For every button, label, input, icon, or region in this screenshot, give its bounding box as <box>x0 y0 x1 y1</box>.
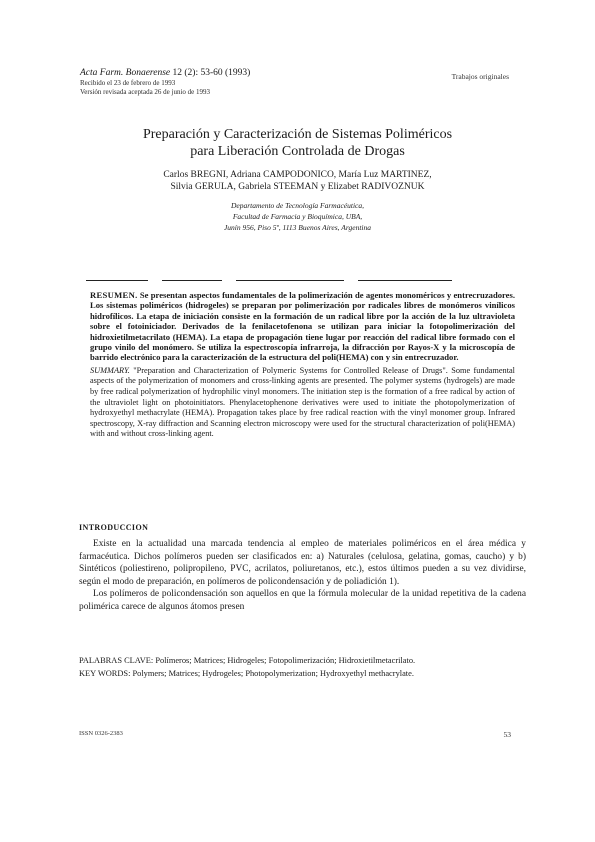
accepted-date: Versión revisada aceptada 26 de junio de 1993 <box>80 87 211 96</box>
title-line-2: para Liberación Controlada de Drogas <box>190 144 405 159</box>
summary-abstract <box>90 366 515 440</box>
summary-label: SUMMARY. <box>90 365 130 375</box>
keywords-block <box>79 656 526 681</box>
affiliation-line-1: Departamento de Tecnología Farmacéutica, <box>230 201 365 210</box>
volume-pages: 12 (2): 53-60 (1993) <box>172 68 251 78</box>
authors-line-2: Silvia GERULA, Gabriela STEEMAN y Elizabet RADIVOZNUK <box>170 182 425 192</box>
separator-rule <box>86 280 148 281</box>
intro-paragraph-1: Existe en la actualidad una marcada tendencia al empleo de materiales poliméricos en el área médica y farmacéutica. Dichos polímeros pueden ser clasificados en: a) Naturales (celulosa, gelatina, gomas, caucho) y b) Sintéticos (poliestireno, polipropileno, PVC, acrilatos, poliuretanos, etc.), estos últimos pueden a su vez dividirse, según el modo de preparación, en polímeros de policondensación y de poliadición 1). <box>79 539 526 587</box>
keywords-english: KEY WORDS: Polymers; Matrices; Hydrogeles; Photopolymerization; Hydroxyethyl methacrylate. <box>79 668 414 678</box>
received-date: Recibido el 23 de febrero de 1993 <box>80 79 176 87</box>
resumen-abstract <box>90 290 515 363</box>
authors-line-1: Carlos BREGNI, Adriana CAMPODONICO, María Luz MARTINEZ, <box>163 170 432 180</box>
separator-rule <box>236 280 344 281</box>
author-list <box>60 169 535 193</box>
title-line-1: Preparación y Caracterización de Sistemas Poliméricos <box>142 127 453 142</box>
issn-number: ISSN 0326-2383 <box>79 730 123 737</box>
intro-paragraph-2: Los polímeros de policondensación son aquellos en que la fórmula molecular de la unidad repetitiva de la cadena polimérica carece de algunos átomos presen <box>79 589 526 612</box>
affiliation-line-2: Facultad de Farmacia y Bioquímica, UBA, <box>232 212 363 221</box>
resumen-label: RESUMEN. <box>90 290 138 300</box>
paper-title <box>60 126 535 160</box>
journal-citation <box>80 68 400 79</box>
separator-rule <box>162 280 222 281</box>
summary-text: "Preparation and Characterization of Polymeric Systems for Controlled Release of Drugs". Some fundamental aspects of the polymerization of monomers and cross-linking agents are presented. The polymer systems (hydrogels) are made by free radical polymerization of hydrophilic vinyl monomers. The initiation step is the formation of a free radical by action of the ultraviolet light on photoinitiators. Phenylacetophenone derivatives were used to initiate the photopolymerization of hydroxyethyl methacrylate (HEMA). Propagation takes place by free radical reaction with the vinyl monomer group. Infrared spectroscopy, X-ray diffraction and Scanning electron microscopy were used for the structural characterization of poli(HEMA) with and without cross-linking agent. <box>90 365 515 439</box>
page-number: 53 <box>503 730 511 739</box>
resumen-text: Se presentan aspectos fundamentales de la polimerización de agentes monoméricos y entrecruzadores. Los sistemas poliméricos (hidrogeles) se preparan por polimerización por radicales libres de monómeros vinílicos hidrofílicos. La etapa de iniciación consiste en la formación de un radical libre por la acción de la luz ultravioleta sobre el fotoiniciador. Derivados de la fenilacetofenona se utilizan para iniciar la fotopolimerización del hidroxietilmetacrilato (HEMA). La etapa de propagación tiene lugar por reacción del radical libre formado con el grupo vinilo del monómero. Se utiliza la espectroscopía infrarroja, la difracción por Rayos-X y la microscopía de barrido electrónico para la caracterización de la estructura del poli(HEMA) con y sin entrecruzador. <box>90 290 515 363</box>
keywords-spanish: PALABRAS CLAVE: Polímeros; Matrices; Hidrogeles; Fotopolimerización; Hidroxietilmetacrilato. <box>79 656 416 665</box>
abstract-block <box>90 290 515 440</box>
section-heading-introduction: INTRODUCCION <box>79 523 149 532</box>
journal-header <box>80 68 400 96</box>
separator-rule <box>358 280 452 281</box>
section-label: Trabajos originales <box>451 72 509 81</box>
journal-name: Acta Farm. Bonaerense <box>80 68 171 78</box>
introduction-body <box>79 538 526 614</box>
affiliation-line-3: Junín 956, Piso 5º, 1113 Buenos Aires, Argentina <box>223 223 372 232</box>
affiliation <box>60 200 535 233</box>
